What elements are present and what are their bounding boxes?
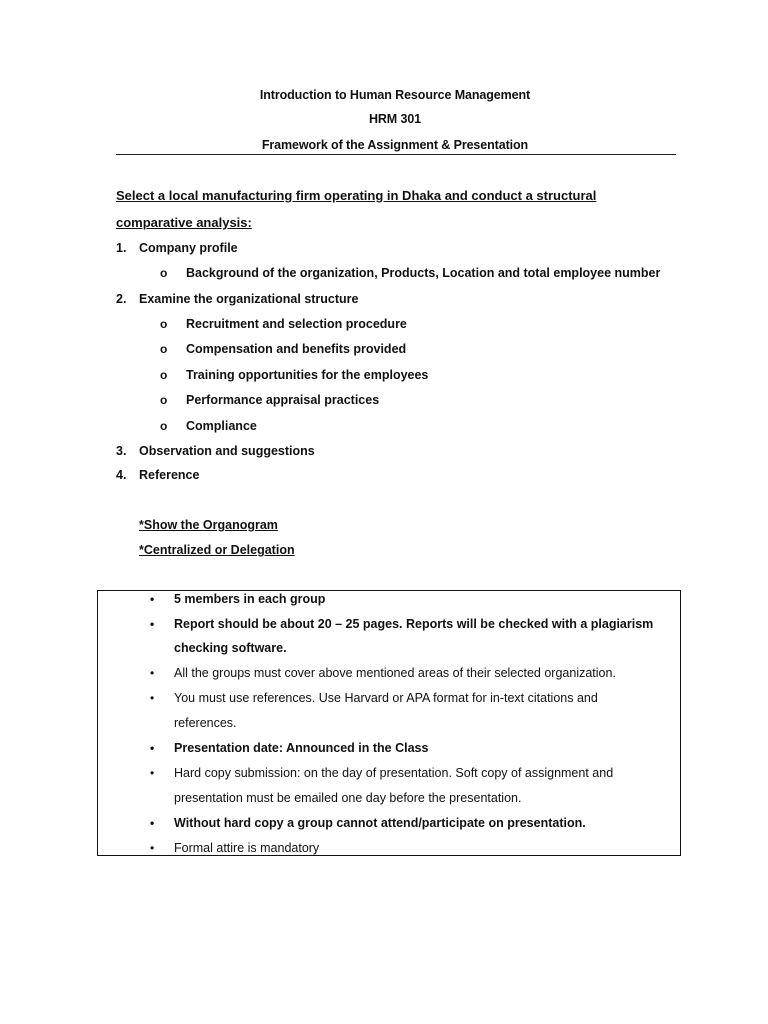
outline-item: [116, 241, 238, 255]
rules-item-text: Without hard copy a group cannot attend/participate on presentation.: [174, 816, 586, 830]
bullet-icon: •: [150, 741, 155, 755]
outline-label: Examine the organizational structure: [139, 292, 359, 306]
outline-item: [116, 292, 359, 306]
rules-item-text: Formal attire is mandatory: [174, 841, 320, 855]
outline-subitem: [160, 419, 257, 433]
outline-subitem-text: Background of the organization, Products, Location and total employee number: [186, 266, 661, 280]
outline-number: 4.: [116, 468, 127, 482]
outline-item: [116, 444, 315, 458]
sub-bullet-icon: o: [160, 368, 168, 382]
course-title: Introduction to Human Resource Management: [259, 88, 531, 102]
rules-item-text: All the groups must cover above mentioned areas of their selected organization.: [174, 666, 616, 680]
rules-item-text: 5 members in each group: [174, 592, 326, 606]
outline-subitem-text: Training opportunities for the employees: [186, 368, 429, 382]
rules-item-text: Presentation date: Announced in the Class: [174, 741, 429, 755]
bullet-icon: •: [150, 841, 155, 855]
outline-subitem: [160, 317, 407, 331]
rules-item-text: checking software.: [174, 641, 287, 655]
rules-item-text: references.: [174, 716, 237, 730]
bullet-icon: •: [150, 816, 155, 830]
rules-item-text: You must use references. Use Harvard or APA format for in-text citations and: [174, 691, 598, 705]
header-divider: [116, 154, 676, 155]
bullet-icon: •: [150, 617, 155, 631]
outline-number: 1.: [116, 241, 127, 255]
outline-subitem: [160, 266, 660, 280]
rules-item-text: presentation must be emailed one day before the presentation.: [174, 791, 522, 805]
outline-label: Reference: [139, 468, 200, 482]
outline-subitem-text: Performance appraisal practices: [186, 393, 380, 407]
outline-subitem: [160, 342, 406, 356]
outline-label: Company profile: [139, 241, 238, 255]
rules-item-text: Report should be about 20 – 25 pages. Reports will be checked with a plagiarism: [174, 617, 654, 631]
bullet-icon: •: [150, 592, 155, 606]
task-heading-line2: comparative analysis:: [116, 215, 252, 230]
course-code: HRM 301: [368, 112, 422, 126]
rules-item-text: Hard copy submission: on the day of presentation. Soft copy of assignment and: [174, 766, 614, 780]
task-heading-line1: Select a local manufacturing firm operating in Dhaka and conduct a structural: [116, 188, 597, 203]
outline-label: Observation and suggestions: [139, 444, 315, 458]
sub-bullet-icon: o: [160, 266, 168, 280]
document-subtitle: Framework of the Assignment & Presentation: [261, 138, 529, 152]
outline-subitem: [160, 393, 379, 407]
sub-bullet-icon: o: [160, 342, 168, 356]
sub-bullet-icon: o: [160, 393, 168, 407]
outline-item: [116, 468, 199, 482]
note-centralization: *Centralized or Delegation: [139, 543, 295, 557]
outline-subitem-text: Compliance: [186, 419, 257, 433]
note-organogram: *Show the Organogram: [139, 518, 278, 532]
outline-subitem-text: Compensation and benefits provided: [186, 342, 407, 356]
sub-bullet-icon: o: [160, 317, 168, 331]
outline-number: 3.: [116, 444, 127, 458]
outline-subitem: [160, 368, 428, 382]
bullet-icon: •: [150, 766, 155, 780]
bullet-icon: •: [150, 691, 155, 705]
outline-number: 2.: [116, 292, 127, 306]
outline-subitem-text: Recruitment and selection procedure: [186, 317, 407, 331]
sub-bullet-icon: o: [160, 419, 168, 433]
bullet-icon: •: [150, 666, 155, 680]
